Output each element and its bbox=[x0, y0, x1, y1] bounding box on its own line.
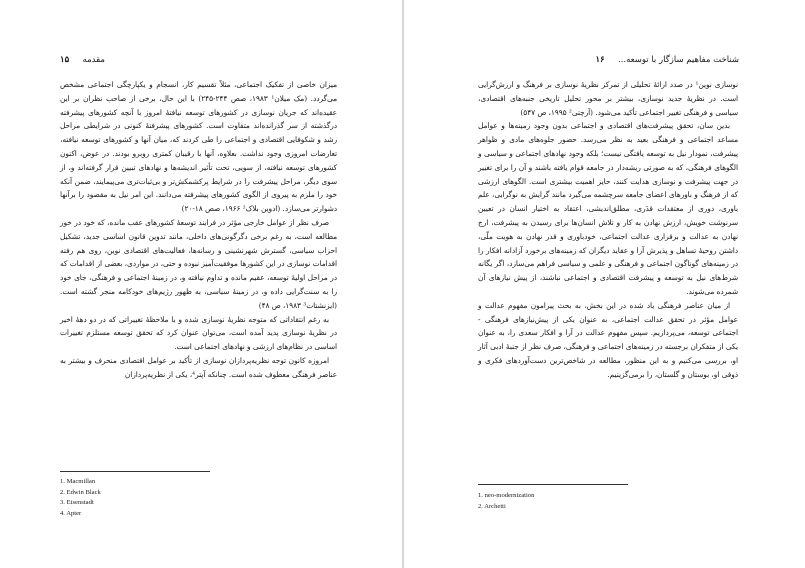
right-footnote-divider bbox=[478, 484, 628, 485]
left-paragraph-4: امروزه کانون توجه نظریه‌پردازان نوسازی از تأکید بر عوامل اقتصادی منحرف و بیشتر به عناصر فرهنگی معطوف شده است. چنانکه آپتر⁴، یکی از نظریه‌پردازان bbox=[60, 355, 337, 379]
right-paragraph-3: از میان عناصر فرهنگی یاد شده در این بخش، به بحث پیرامون مفهوم عدالت و عوامل مؤثر در تحقق عدالت اجتماعی، به عنوان یکی از پیش‌نیازهای فرهنگی - اجتماعی توسعه، می‌پردازیم. سپس مفهوم عدالت در آرا و افکار سعدی را، به عنوان یکی از متفکران برجسته در زمینه‌های اجتماعی و فرهنگی، صرف نظر از جنبهٔ ادبی آثار او، بررسی می‌کنیم و به این منظور، مطالعه در شاخص‌ترین دست‌آوردهای فکری و ذوقی او، بوستان و گلستان، را برمی‌گزینیم. bbox=[478, 300, 738, 379]
left-footnote-3: 3. Eisenstadt bbox=[60, 499, 94, 506]
left-footnote-2: 2. Edwin Black bbox=[60, 488, 101, 496]
right-page-header bbox=[595, 55, 739, 71]
right-footnote-2: 2. Archetti bbox=[478, 502, 506, 510]
right-page-number: ۱۶ bbox=[595, 55, 605, 65]
right-page bbox=[404, 0, 805, 568]
left-footnote-divider bbox=[60, 471, 210, 472]
left-paragraph-3: به رغم انتقاداتی که متوجه نظریهٔ نوسازی شده و با ملاحظهٔ تغییراتی که در دو دههٔ اخیر در نظریهٔ نوسازی پدید آمده است، می‌توان عنوان کرد که تحقق توسعه مستلزم تغییرات اساسی در نظام‌های ارزشی و نهادهای اجتماعی است. bbox=[60, 314, 337, 352]
left-page-header bbox=[60, 55, 105, 71]
left-paragraph-1: میزان خاصی از تفکیک اجتماعی، مثلاً تقسیم کار، انسجام و یکپارچگی اجتماعی مشخص می‌گردد. (مک میلان¹ ۱۹۸۳، صص ۲۴۴-۲۴۵) با این حال، برخی از صاحب نظران بر این عقیده‌اند که جریان نوسازی در کشورهای توسعه نیافتهٔ امروز با آنچه کشورهای پیشرفته درگذشته از سر گذرانده‌اند متفاوت است. کشورهای پیشرفتهٔ کنونی در شرایطی مراحل رشد و شکوفایی اقتصادی و اجتماعی را طی کردند که، میان آنها و کشورهای توسعه نیافته، تعارضات امروزی وجود نداشت. بعلاوه، آنها با رقیبان کمتری روبرو بودند. در عوض، اکنون کشورهای توسعه نیافته، از سویی، تحت تأثیر اندیشه‌ها و نهادهای تبیین قرار گرفته‌اند و، از سوی دیگر، مراحل پیشرفت را در شرایط پرکشمکش‌تر و بی‌ثبات‌تری می‌پیمایند، ضمن آنکه خود را ملزم به پیروی از الگوی کشورهای پیشرفته می‌دانند. این امر نیل به مقصود را برآنها دشوارتر می‌سازد. (ادوین بلاک² ۱۹۶۶، صص ۱۸-۲۰) bbox=[60, 80, 337, 214]
left-page-number: ۱۵ bbox=[60, 55, 70, 65]
left-page-body bbox=[60, 78, 337, 382]
left-page bbox=[0, 0, 402, 568]
left-footnotes bbox=[60, 477, 101, 519]
right-footnotes bbox=[478, 491, 534, 512]
left-page-running-title: مقدمه bbox=[82, 55, 105, 65]
right-footnote-1: 1. neo-modernization bbox=[478, 492, 535, 499]
right-page-body bbox=[478, 78, 738, 382]
right-page-running-title: شناخت مفاهیم سازگار با توسعه... bbox=[618, 55, 739, 65]
right-paragraph-2: بدین سان، تحقق پیشرفت‌های اقتصادی و اجتماعی بدون وجود زمینه‌ها و عوامل مساعد اجتماعی و فرهنگی بعید به نظر می‌رسد. حضور جلوه‌های مادی و ظواهر پیشرفت، نمودار نیل به توسعه یافتگی نیست؛ بلکه وجود نهادهای اجتماعی و سیاسی و الگوهای فرهنگی، که به صورتی ریشه‌دار در جامعه قوام یافته باشند و آن را برای تغییر در جهت پیشرفت و نوسازی هدایت کنند، حایز اهمیت بیشتری است. الگوهای ارزشی که از فرهنگ و باورهای اعضای جامعه سرچشمه می‌گیرد مانند گرایش به نوگرایی، علم باوری، دوری از معتقدات قدَری، مطلق‌اندیشی، اعتقاد به اختیار انسان در تعیین سرنوشت خویش، ارزش نهادن به کار و تلاش انسان‌ها برای رسیدن به پیشرفت، ارج نهادن به عدالت و برقراری عدالت اجتماعی، خودباوری و قدر نهادن به هویت ملّی، داشتن روحیهٔ تساهل و پذیرش آرا و عقاید دیگران که زمینه‌های برخورد آزادانه افکار را در زمینه‌های گوناگون اجتماعی و فرهنگی و علمی و سیاسی فراهم می‌سازد، اگر یگانه شرط‌های نیل به توسعه و پیشرفت اقتصادی و اجتماعی نباشند، از پیش نیازهای آن شمرده می‌شوند. bbox=[478, 121, 738, 296]
left-footnote-1: 1. Macmillan bbox=[60, 478, 96, 485]
left-footnote-4: 4. Apter bbox=[60, 509, 82, 517]
right-paragraph-1: نوسازی نوین¹ در صدد ارائهٔ تحلیلی از تمرکز نظریهٔ نوسازی بر فرهنگ و ارزش‌گرایی است. در نظریهٔ جدید نوسازی، بیشتر بر محور تحلیل تاریخی جنبه‌های اقتصادی، سیاسی و فرهنگی تغییر اجتماعی تأکید می‌شود. (آرچتی² ۱۹۹۵، ص ۵۴۷) bbox=[478, 80, 738, 117]
left-paragraph-2: صرف نظر از عوامل خارجی مؤثر در فرایند توسعهٔ کشورهای عقب مانده، که خود در خور مطالعه است، به رغم برخی دگرگونی‌های داخلی، مانند تدوین قانون اساسی جدید، تشکیل احزاب سیاسی، گسترش شهرنشینی و رسانه‌ها، فعالیت‌های اقتصادی نوین، روی هم رفته اقدامات نوسازی در این کشورها موفقیت‌آمیز نبوده و حتی، در مواردی، بعضی از اقدامات که در مراحل اولیهٔ توسعه، عقیم مانده و تداوم نیافته و، در زمینهٔ اجتماعی و فرهنگی، جای خود را به سنت‌گرایی داده و، در زمینهٔ سیاسی، به ظهور رژیم‌های خودکامه منجر گشته است. (ایزنشتات³ ۱۹۸۳، ص ۴۸) bbox=[60, 217, 337, 310]
